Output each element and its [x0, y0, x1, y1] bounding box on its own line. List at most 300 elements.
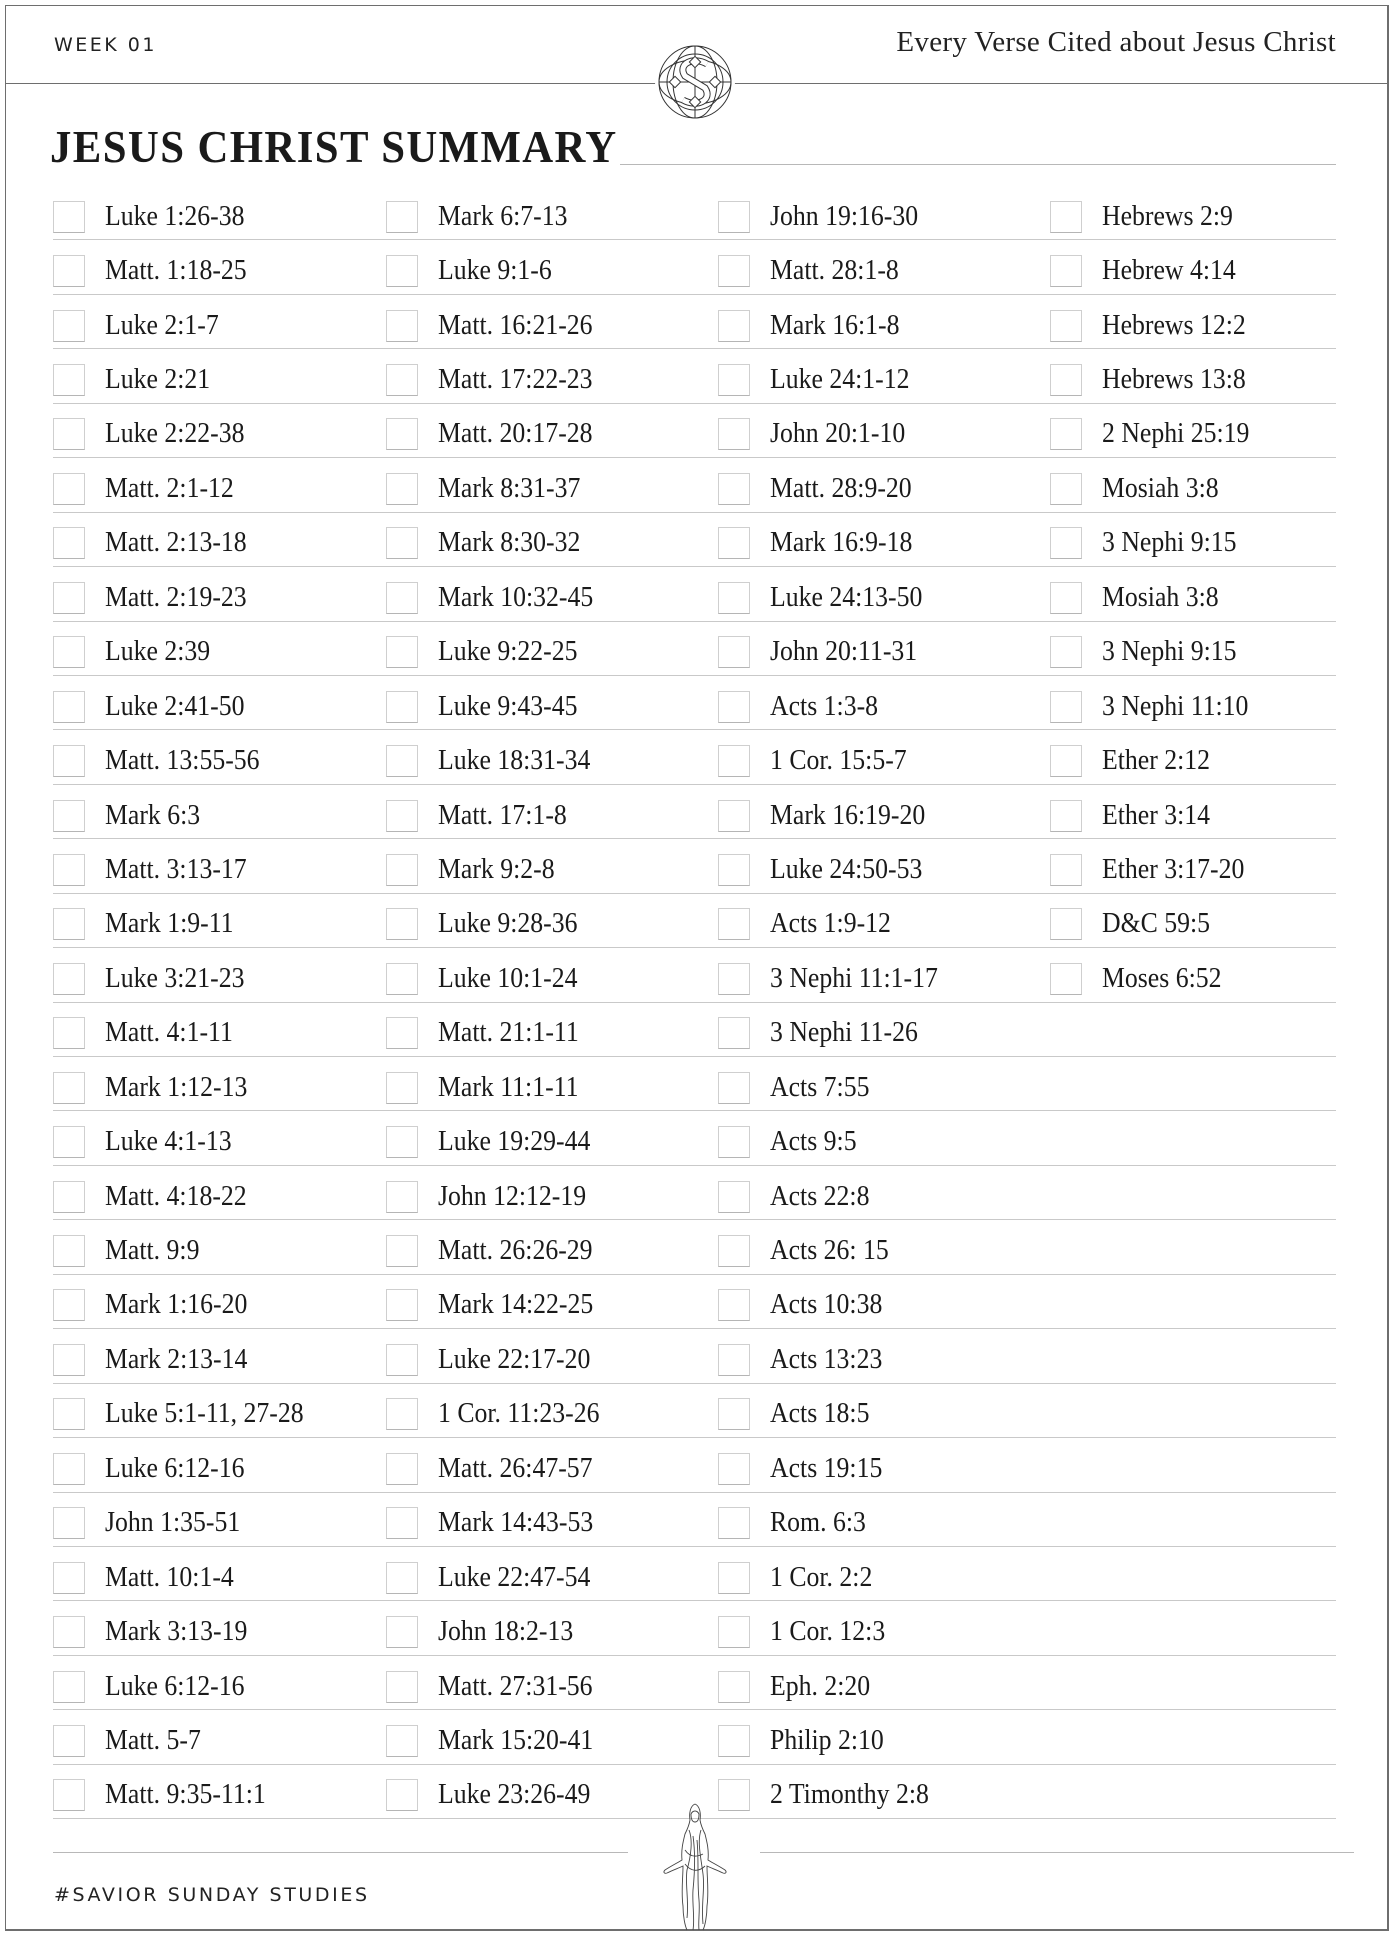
verse-item[interactable]	[718, 1384, 878, 1437]
verse-checkbox[interactable]	[1050, 582, 1082, 614]
verse-checkbox[interactable]	[53, 1398, 85, 1430]
verse-checkbox[interactable]	[386, 1398, 418, 1430]
verse-item[interactable]	[718, 1710, 894, 1763]
verse-checkbox[interactable]	[53, 1725, 85, 1757]
verse-checkbox[interactable]	[718, 1453, 750, 1485]
verse-item[interactable]	[53, 676, 257, 729]
verse-item[interactable]	[718, 186, 931, 239]
verse-item[interactable]	[53, 622, 219, 675]
verse-checkbox[interactable]	[53, 473, 85, 505]
verse-checkbox[interactable]	[718, 1289, 750, 1321]
verse-checkbox[interactable]	[718, 1725, 750, 1757]
verse-checkbox[interactable]	[1050, 636, 1082, 668]
verse-reference: John 20:1-10	[770, 418, 906, 450]
verse-item[interactable]	[386, 240, 562, 293]
verse-checkbox[interactable]	[718, 800, 750, 832]
verse-checkbox[interactable]	[718, 1344, 750, 1376]
verse-item[interactable]	[53, 1601, 260, 1654]
verse-checkbox[interactable]	[53, 1671, 85, 1703]
verse-reference: Hebrews 2:9	[1102, 200, 1233, 232]
verse-reference: Luke 5:1-11, 27-28	[105, 1398, 304, 1430]
verse-reference: Mark 14:22-25	[438, 1289, 594, 1321]
verse-reference: Luke 24:13-50	[770, 581, 923, 613]
checklist-row	[53, 1547, 1336, 1601]
verse-reference: Luke 9:43-45	[438, 690, 578, 722]
verse-checkbox[interactable]	[718, 201, 750, 233]
verse-item[interactable]	[53, 1547, 245, 1600]
verse-reference: Acts 7:55	[770, 1071, 870, 1103]
checklist-row	[53, 839, 1336, 893]
verse-reference: Matt. 17:22-23	[438, 364, 593, 396]
verse-reference: Mark 16:9-18	[770, 527, 913, 559]
title-underline	[620, 164, 1336, 165]
verse-reference: Acts 13:23	[770, 1343, 883, 1375]
verse-item[interactable]	[53, 513, 259, 566]
verse-item[interactable]	[718, 1656, 879, 1709]
verse-item[interactable]	[53, 1438, 257, 1491]
verse-checkbox[interactable]	[386, 1725, 418, 1757]
verse-item[interactable]	[386, 1220, 606, 1273]
verse-reference: Luke 6:12-16	[105, 1452, 245, 1484]
verse-item[interactable]	[53, 730, 273, 783]
verse-item[interactable]	[718, 1275, 892, 1328]
verse-reference: Luke 1:26-38	[105, 200, 245, 232]
verse-checkbox[interactable]	[1050, 691, 1082, 723]
verse-item[interactable]	[1050, 240, 1247, 293]
verse-item[interactable]	[386, 458, 593, 511]
verse-item[interactable]	[53, 1493, 252, 1546]
verse-checkbox[interactable]	[386, 527, 418, 559]
verse-item[interactable]	[718, 1547, 881, 1600]
verse-checkbox[interactable]	[1050, 963, 1082, 995]
verse-reference: Matt. 21:1-11	[438, 1017, 579, 1049]
verse-reference: Luke 9:22-25	[438, 636, 578, 668]
verse-checkbox[interactable]	[386, 310, 418, 342]
verse-checkbox[interactable]	[718, 1072, 750, 1104]
verse-checkbox[interactable]	[718, 418, 750, 450]
checklist-row	[53, 894, 1336, 948]
verse-checkbox[interactable]	[386, 691, 418, 723]
verse-checkbox[interactable]	[718, 527, 750, 559]
verse-reference: Luke 9:1-6	[438, 255, 552, 287]
verse-checkbox[interactable]	[718, 1671, 750, 1703]
verse-item[interactable]	[1050, 349, 1258, 402]
verse-item[interactable]	[386, 295, 606, 348]
verse-reference: Matt. 17:1-8	[438, 799, 567, 831]
verse-checkbox[interactable]	[1050, 201, 1082, 233]
verse-reference: Mark 1:16-20	[105, 1289, 248, 1321]
verse-reference: John 12:12-19	[438, 1180, 587, 1212]
verse-reference: Mark 6:7-13	[438, 200, 568, 232]
verse-checkbox[interactable]	[53, 310, 85, 342]
verse-checkbox[interactable]	[53, 691, 85, 723]
verse-item[interactable]	[718, 676, 887, 729]
verse-checkbox[interactable]	[386, 418, 418, 450]
verse-item[interactable]	[1050, 894, 1219, 947]
verse-checkbox[interactable]	[718, 255, 750, 287]
verse-checkbox[interactable]	[718, 1181, 750, 1213]
verse-item[interactable]	[718, 1111, 864, 1164]
verse-checkbox[interactable]	[53, 418, 85, 450]
verse-checkbox[interactable]	[53, 582, 85, 614]
verse-checkbox[interactable]	[386, 582, 418, 614]
verse-item[interactable]	[718, 1438, 892, 1491]
verse-item[interactable]	[1050, 404, 1262, 457]
verse-item[interactable]	[53, 1220, 208, 1273]
verse-item[interactable]	[1050, 730, 1219, 783]
verse-item[interactable]	[386, 567, 607, 620]
verse-reference: 2 Nephi 25:19	[1102, 418, 1250, 450]
verse-item[interactable]	[53, 1765, 280, 1818]
checklist-row	[53, 1329, 1336, 1383]
verse-reference: Matt. 5-7	[105, 1724, 201, 1756]
verse-item[interactable]	[386, 1111, 604, 1164]
verse-item[interactable]	[53, 1057, 260, 1110]
verse-checkbox[interactable]	[1050, 418, 1082, 450]
verse-reference: 3 Nephi 9:15	[1102, 527, 1237, 559]
verse-checkbox[interactable]	[386, 473, 418, 505]
verse-checkbox[interactable]	[53, 1562, 85, 1594]
verse-checkbox[interactable]	[718, 364, 750, 396]
verse-item[interactable]	[718, 1493, 874, 1546]
checklist-row	[53, 730, 1336, 784]
verse-item[interactable]	[1050, 295, 1258, 348]
verse-item[interactable]	[386, 1438, 606, 1491]
verse-checkbox[interactable]	[386, 1779, 418, 1811]
verse-item[interactable]	[386, 1384, 614, 1437]
verse-item[interactable]	[386, 894, 590, 947]
verse-item[interactable]	[718, 458, 924, 511]
checklist-row	[53, 622, 1336, 676]
verse-checkbox[interactable]	[386, 1562, 418, 1594]
verse-item[interactable]	[53, 240, 259, 293]
verse-item[interactable]	[53, 785, 208, 838]
verse-item[interactable]	[718, 839, 936, 892]
verse-checkbox[interactable]	[53, 1126, 85, 1158]
verse-reference: Hebrews 13:8	[1102, 364, 1246, 396]
verse-checkbox[interactable]	[386, 1289, 418, 1321]
verse-checkbox[interactable]	[53, 1779, 85, 1811]
verse-checkbox[interactable]	[53, 636, 85, 668]
checklist-row	[53, 1601, 1336, 1655]
verse-item[interactable]	[718, 622, 930, 675]
verse-item[interactable]	[718, 1601, 895, 1654]
verse-reference: Matt. 9:35-11:1	[105, 1779, 266, 1811]
verse-reference: Luke 18:31-34	[438, 745, 591, 777]
verse-item[interactable]	[53, 1656, 257, 1709]
verse-reference: Acts 26: 15	[770, 1235, 889, 1267]
verse-checkbox[interactable]	[1050, 908, 1082, 940]
verse-reference: Ether 3:17-20	[1102, 853, 1245, 885]
verse-checkbox[interactable]	[386, 1126, 418, 1158]
verse-item[interactable]	[53, 1166, 259, 1219]
verse-checkbox[interactable]	[386, 1072, 418, 1104]
verse-checkbox[interactable]	[1050, 745, 1082, 777]
verse-item[interactable]	[386, 1656, 606, 1709]
verse-reference: Acts 1:3-8	[770, 690, 879, 722]
verse-item[interactable]	[386, 1601, 585, 1654]
verse-item[interactable]	[53, 458, 245, 511]
verse-checkbox[interactable]	[386, 1671, 418, 1703]
verse-item[interactable]	[386, 1275, 607, 1328]
footer-hashtag: #SAVIOR SUNDAY STUDIES	[54, 1884, 370, 1906]
verse-item[interactable]	[386, 1166, 599, 1219]
page-title: JESUS CHRIST SUMMARY	[50, 121, 618, 172]
verse-item[interactable]	[53, 567, 259, 620]
verse-item[interactable]	[386, 1547, 604, 1600]
verse-checkbox[interactable]	[53, 527, 85, 559]
verse-reference: Luke 9:28-36	[438, 908, 578, 940]
verse-item[interactable]	[718, 513, 925, 566]
verse-item[interactable]	[386, 186, 579, 239]
verse-checkbox[interactable]	[386, 745, 418, 777]
verse-reference: Luke 22:47-54	[438, 1561, 591, 1593]
verse-item[interactable]	[53, 295, 229, 348]
verse-checkbox[interactable]	[386, 364, 418, 396]
verse-reference: Matt. 3:13-17	[105, 853, 247, 885]
verse-checkbox[interactable]	[53, 745, 85, 777]
verse-item[interactable]	[1050, 513, 1248, 566]
verse-checkbox[interactable]	[1050, 473, 1082, 505]
verse-checkbox[interactable]	[1050, 255, 1082, 287]
verse-item[interactable]	[386, 785, 578, 838]
verse-checkbox[interactable]	[386, 1181, 418, 1213]
verse-reference: Mark 8:30-32	[438, 527, 581, 559]
verse-checkbox[interactable]	[1050, 854, 1082, 886]
verse-reference: Matt. 9:9	[105, 1235, 200, 1267]
verse-reference: Mosiah 3:8	[1102, 472, 1219, 504]
verse-item[interactable]	[386, 1493, 607, 1546]
verse-item[interactable]	[718, 1003, 931, 1056]
verse-reference: Matt. 28:9-20	[770, 472, 912, 504]
verse-item[interactable]	[1050, 567, 1229, 620]
verse-checkbox[interactable]	[718, 1507, 750, 1539]
verse-item[interactable]	[1050, 186, 1244, 239]
verse-item[interactable]	[718, 240, 910, 293]
verse-checkbox[interactable]	[53, 854, 85, 886]
verse-checkbox[interactable]	[386, 1616, 418, 1648]
verse-item[interactable]	[1050, 785, 1219, 838]
verse-item[interactable]	[53, 1710, 209, 1763]
verse-item[interactable]	[53, 186, 257, 239]
verse-checkbox[interactable]	[386, 1344, 418, 1376]
verse-checkbox[interactable]	[53, 963, 85, 995]
verse-checkbox[interactable]	[1050, 800, 1082, 832]
checklist-row	[53, 1438, 1336, 1492]
verse-item[interactable]	[1050, 458, 1229, 511]
verse-reference: Mark 16:19-20	[770, 799, 926, 831]
verse-item[interactable]	[386, 1329, 604, 1382]
checklist-row	[53, 1003, 1336, 1057]
verse-checkbox[interactable]	[53, 1453, 85, 1485]
verse-item[interactable]	[718, 567, 936, 620]
verse-item[interactable]	[53, 1003, 244, 1056]
verse-reference: Rom. 6:3	[770, 1507, 866, 1539]
verse-reference: Luke 2:41-50	[105, 690, 245, 722]
checklist-row	[53, 785, 1336, 839]
verse-checkbox[interactable]	[1050, 310, 1082, 342]
verse-reference: Luke 2:21	[105, 364, 211, 396]
verse-checkbox[interactable]	[386, 1453, 418, 1485]
verse-checkbox[interactable]	[53, 1235, 85, 1267]
verse-reference: Mark 11:1-11	[438, 1071, 579, 1103]
verse-checkbox[interactable]	[718, 1398, 750, 1430]
verse-item[interactable]	[718, 1057, 878, 1110]
checklist-row	[53, 948, 1336, 1002]
checklist-row	[53, 1275, 1336, 1329]
verse-item[interactable]	[1050, 622, 1248, 675]
verse-reference: Luke 4:1-13	[105, 1126, 232, 1158]
verse-item[interactable]	[53, 1111, 243, 1164]
verse-reference: Mark 15:20-41	[438, 1724, 594, 1756]
verse-item[interactable]	[718, 730, 919, 783]
verse-checkbox[interactable]	[718, 1126, 750, 1158]
verse-item[interactable]	[386, 1765, 604, 1818]
verse-reference: Matt. 2:1-12	[105, 472, 234, 504]
verse-checkbox[interactable]	[386, 963, 418, 995]
week-label: WEEK 01	[54, 34, 157, 56]
verse-item[interactable]	[53, 1275, 260, 1328]
verse-checkbox[interactable]	[386, 1507, 418, 1539]
verse-reference: Moses 6:52	[1102, 962, 1222, 994]
verse-checkbox[interactable]	[53, 1344, 85, 1376]
verse-item[interactable]	[718, 1220, 899, 1273]
verse-item[interactable]	[1050, 676, 1261, 729]
verse-reference: Matt. 10:1-4	[105, 1561, 234, 1593]
verse-item[interactable]	[386, 676, 590, 729]
verse-checkbox[interactable]	[1050, 527, 1082, 559]
verse-reference: Matt. 26:47-57	[438, 1452, 593, 1484]
verse-reference: 3 Nephi 9:15	[1102, 636, 1237, 668]
verse-item[interactable]	[386, 349, 606, 402]
verse-checkbox[interactable]	[53, 255, 85, 287]
verse-reference: Hebrew 4:14	[1102, 255, 1236, 287]
verse-checkbox[interactable]	[53, 364, 85, 396]
verse-reference: Matt. 20:17-28	[438, 418, 593, 450]
checklist-row	[53, 186, 1336, 240]
verse-checkbox[interactable]	[53, 1616, 85, 1648]
verse-item[interactable]	[718, 349, 922, 402]
verse-checkbox[interactable]	[1050, 364, 1082, 396]
verse-checkbox[interactable]	[718, 1017, 750, 1049]
verse-reference: 3 Nephi 11:1-17	[770, 962, 938, 994]
verse-reference: 1 Cor. 2:2	[770, 1561, 873, 1593]
verse-checkbox[interactable]	[386, 255, 418, 287]
verse-item[interactable]	[53, 894, 245, 947]
verse-checkbox[interactable]	[718, 1616, 750, 1648]
verse-checkbox[interactable]	[718, 1235, 750, 1267]
verse-reference: Luke 2:39	[105, 636, 211, 668]
verse-checkbox[interactable]	[718, 691, 750, 723]
verse-checkbox[interactable]	[718, 745, 750, 777]
verse-item[interactable]	[386, 622, 590, 675]
verse-reference: Acts 1:9-12	[770, 908, 891, 940]
verse-reference: Acts 9:5	[770, 1126, 857, 1158]
verse-item[interactable]	[718, 894, 901, 947]
verse-item[interactable]	[1050, 839, 1257, 892]
verse-item[interactable]	[386, 948, 590, 1001]
verse-item[interactable]	[53, 1384, 321, 1437]
verse-checkbox[interactable]	[386, 854, 418, 886]
footer-divider-left	[53, 1852, 628, 1853]
verse-item[interactable]	[386, 513, 593, 566]
verse-checkbox[interactable]	[386, 800, 418, 832]
footer-divider-right	[760, 1852, 1354, 1853]
verse-checkbox[interactable]	[53, 1289, 85, 1321]
verse-checkbox[interactable]	[53, 1072, 85, 1104]
verse-checkbox[interactable]	[53, 908, 85, 940]
checklist-row	[53, 404, 1336, 458]
verse-item[interactable]	[718, 948, 953, 1001]
verse-item[interactable]	[718, 1329, 892, 1382]
verse-checkbox[interactable]	[718, 1562, 750, 1594]
checklist-row	[53, 1656, 1336, 1710]
verse-checkbox[interactable]	[718, 636, 750, 668]
verse-reference: Matt. 13:55-56	[105, 745, 260, 777]
verse-item[interactable]	[718, 1166, 878, 1219]
verse-checkbox[interactable]	[718, 963, 750, 995]
verse-reference: 1 Cor. 15:5-7	[770, 745, 907, 777]
verse-reference: John 20:11-31	[770, 636, 918, 668]
verse-reference: Mark 3:13-19	[105, 1616, 248, 1648]
verse-item[interactable]	[386, 730, 604, 783]
verse-checkbox[interactable]	[386, 201, 418, 233]
verse-item[interactable]	[53, 1329, 260, 1382]
verse-reference: Luke 24:1-12	[770, 364, 910, 396]
verse-item[interactable]	[53, 839, 259, 892]
checklist-row	[53, 1384, 1336, 1438]
verse-item[interactable]	[53, 349, 219, 402]
verse-item[interactable]	[386, 404, 606, 457]
verse-reference: Matt. 26:26-29	[438, 1235, 593, 1267]
verse-reference: Luke 2:22-38	[105, 418, 245, 450]
verse-item[interactable]	[53, 948, 257, 1001]
verse-checkbox[interactable]	[386, 636, 418, 668]
verse-checkbox[interactable]	[386, 908, 418, 940]
verse-checkbox[interactable]	[53, 1507, 85, 1539]
verse-checkbox[interactable]	[718, 582, 750, 614]
checklist-row	[53, 349, 1336, 403]
verse-item[interactable]	[718, 785, 939, 838]
verse-item[interactable]	[386, 1710, 607, 1763]
verse-item[interactable]	[1050, 948, 1232, 1001]
verse-item[interactable]	[718, 404, 917, 457]
verse-item[interactable]	[718, 295, 911, 348]
verse-item[interactable]	[718, 1765, 943, 1818]
verse-checkbox[interactable]	[386, 1235, 418, 1267]
verse-reference: Acts 22:8	[770, 1180, 870, 1212]
verse-checkbox[interactable]	[53, 1017, 85, 1049]
verse-checkbox[interactable]	[386, 1017, 418, 1049]
verse-item[interactable]	[386, 839, 565, 892]
verse-reference: Luke 22:17-20	[438, 1343, 591, 1375]
verse-checkbox[interactable]	[718, 310, 750, 342]
verse-checkbox[interactable]	[53, 1181, 85, 1213]
verse-checkbox[interactable]	[718, 908, 750, 940]
verse-reference: Matt. 1:18-25	[105, 255, 247, 287]
verse-reference: 3 Nephi 11-26	[770, 1017, 918, 1049]
verse-checkbox[interactable]	[718, 854, 750, 886]
verse-checkbox[interactable]	[53, 201, 85, 233]
verse-reference: D&C 59:5	[1102, 908, 1211, 940]
verse-reference: Mark 9:2-8	[438, 853, 555, 885]
verse-item[interactable]	[386, 1057, 591, 1110]
verse-item[interactable]	[53, 404, 257, 457]
verse-checkbox[interactable]	[718, 473, 750, 505]
verse-item[interactable]	[386, 1003, 591, 1056]
verse-checkbox[interactable]	[53, 800, 85, 832]
verse-reference: Luke 6:12-16	[105, 1670, 245, 1702]
